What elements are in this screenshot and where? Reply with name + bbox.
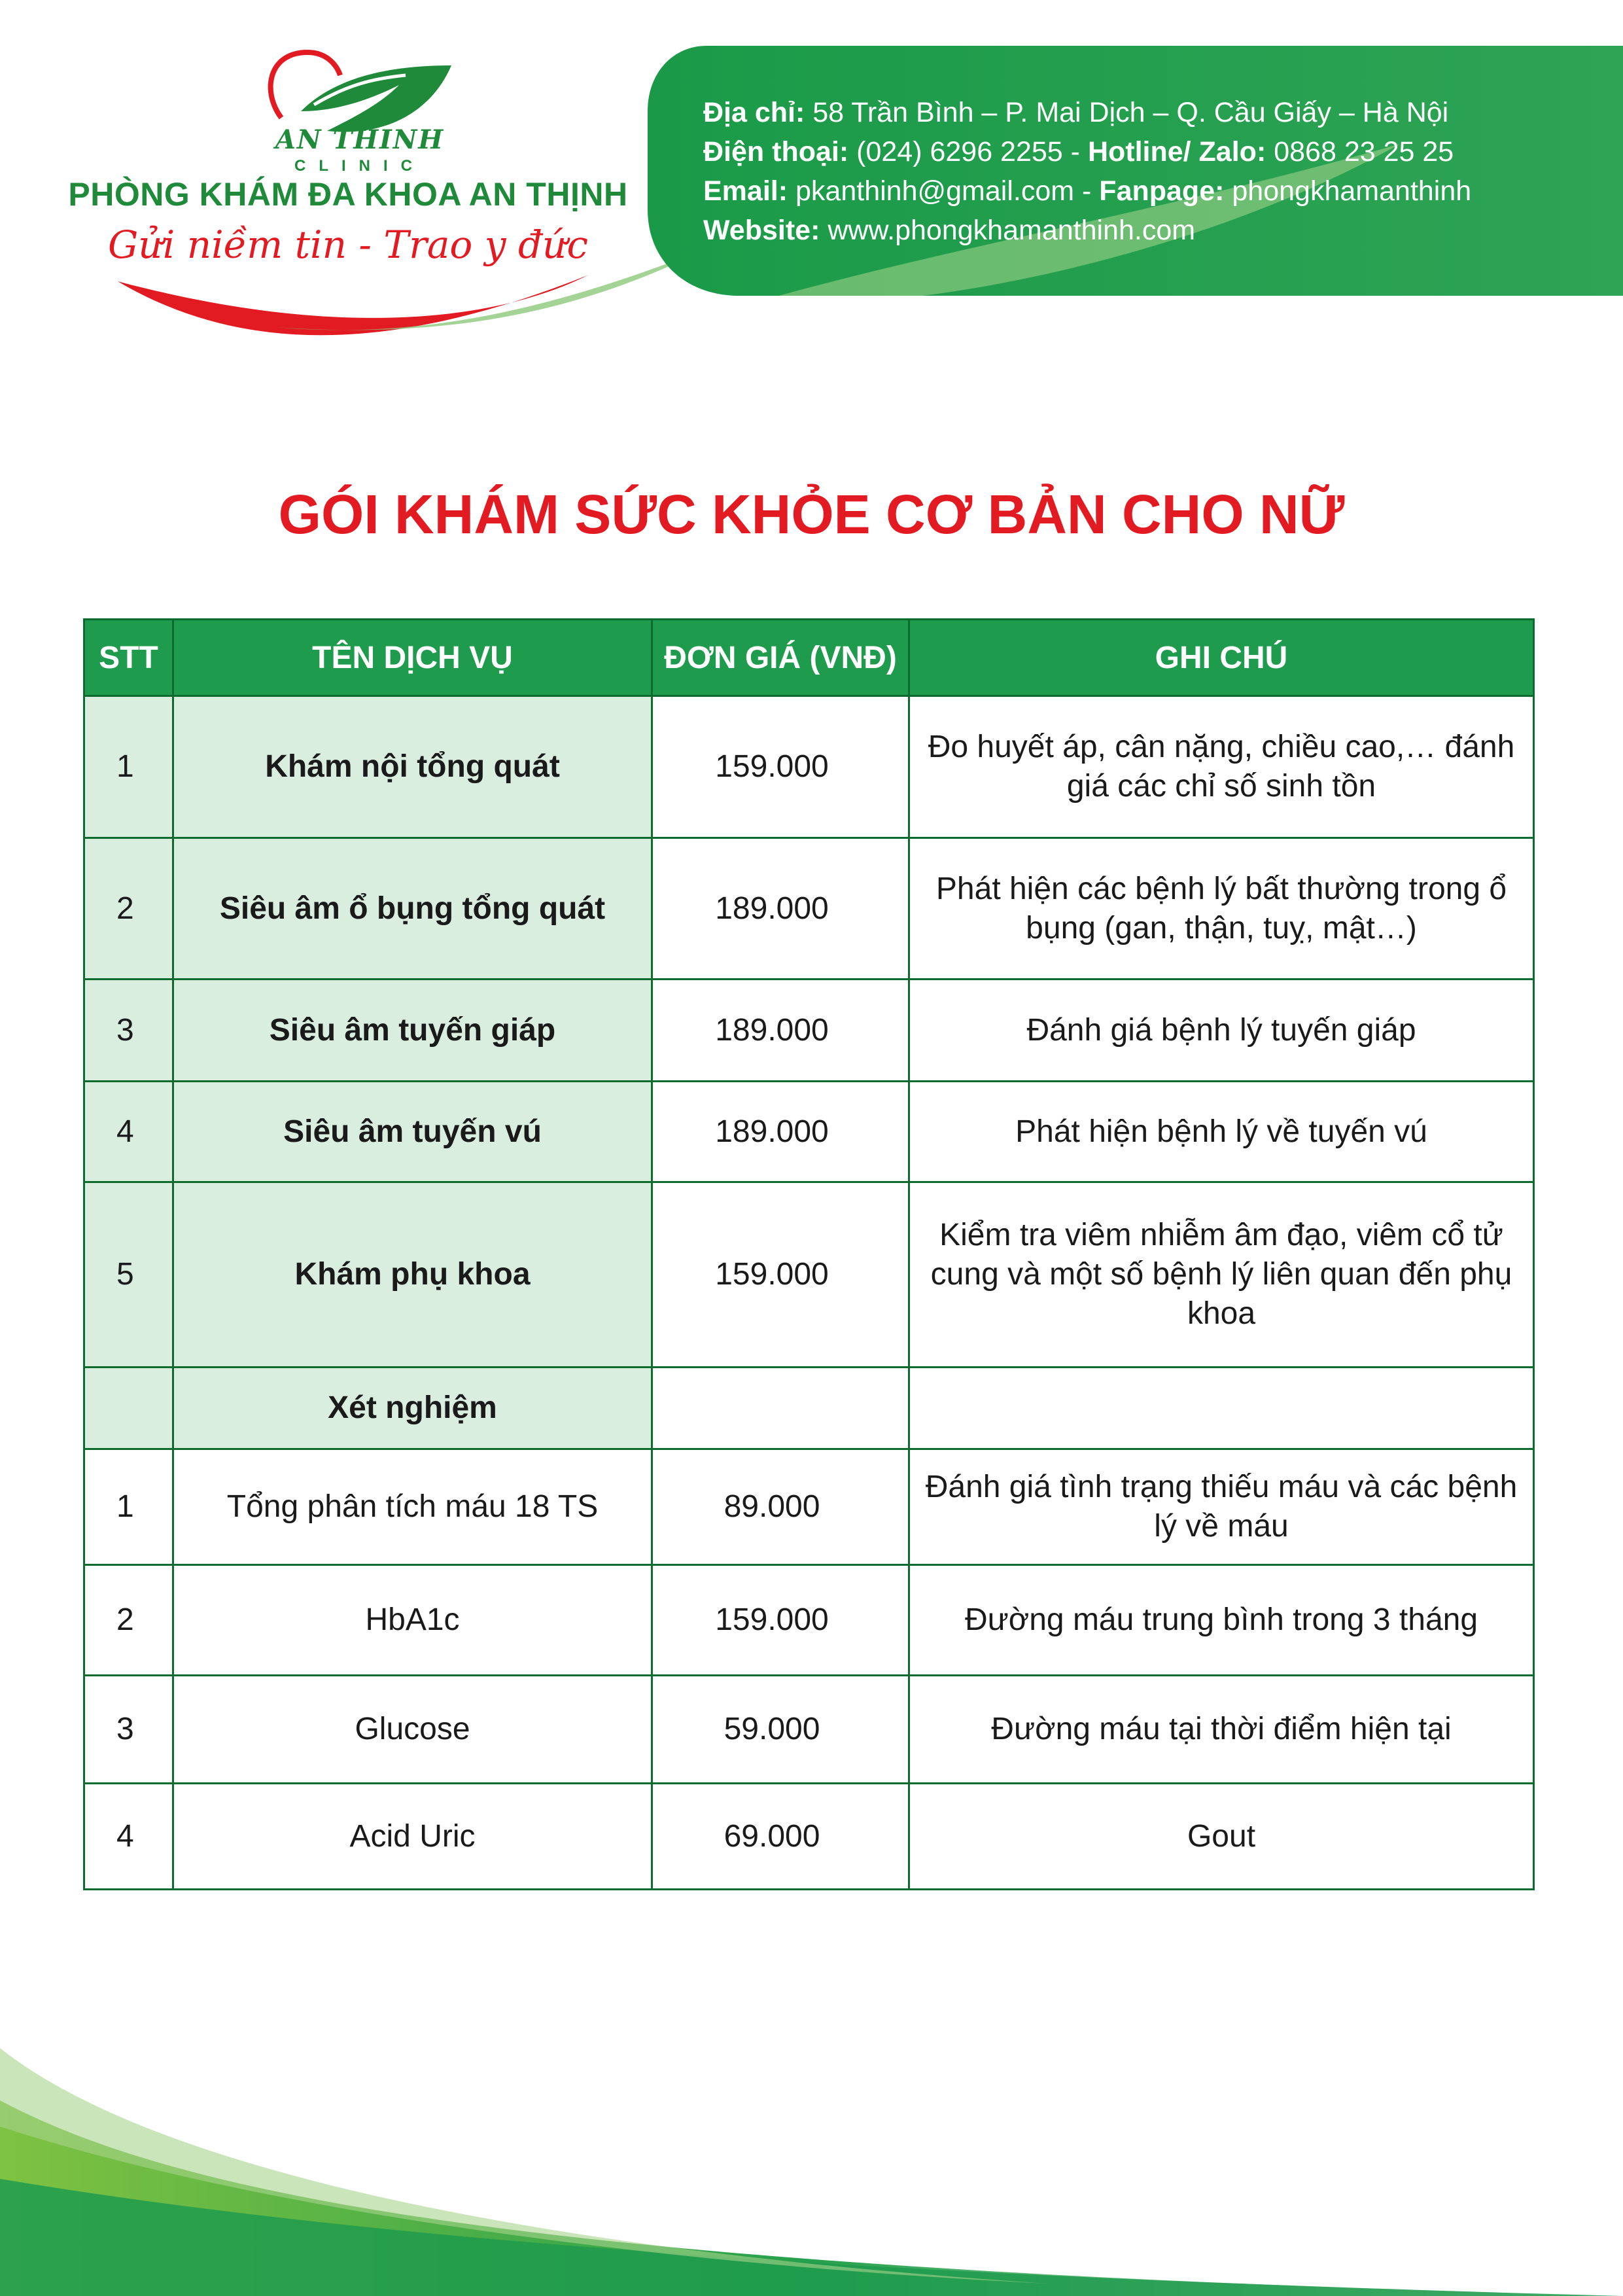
cell-stt: 2 bbox=[84, 838, 173, 980]
address-value: 58 Trần Bình – P. Mai Dịch – Q. Cầu Giấy – Hà Nội bbox=[812, 97, 1449, 128]
cell-note-empty bbox=[909, 1368, 1534, 1449]
logo-brand-text: AN THINH bbox=[275, 124, 445, 155]
cell-service: Siêu âm tuyến giáp bbox=[173, 980, 652, 1082]
decorative-swoosh bbox=[0, 0, 752, 340]
table-row bbox=[84, 1784, 1534, 1890]
cell-price: 69.000 bbox=[652, 1784, 909, 1890]
document-title: GÓI KHÁM SỨC KHỎE CƠ BẢN CHO NỮ bbox=[278, 484, 1345, 545]
email-label: Email: bbox=[703, 175, 788, 207]
cell-stt: 5 bbox=[84, 1182, 173, 1368]
footer-wave-decoration bbox=[0, 2048, 1623, 2296]
cell-stt-empty bbox=[84, 1368, 173, 1449]
cell-note: Phát hiện bệnh lý về tuyến vú bbox=[909, 1082, 1534, 1182]
fanpage-label: Fanpage: bbox=[1099, 175, 1225, 207]
table-row bbox=[84, 1082, 1534, 1182]
email-value: pkanthinh@gmail.com - bbox=[795, 175, 1092, 207]
hotline-value: 0868 23 25 25 bbox=[1274, 136, 1454, 168]
clinic-name: PHÒNG KHÁM ĐA KHOA AN THỊNH bbox=[68, 176, 628, 213]
section-label: Xét nghiệm bbox=[173, 1368, 652, 1449]
cell-service: HbA1c bbox=[173, 1565, 652, 1676]
table-row bbox=[84, 1449, 1534, 1565]
cell-note: Đánh giá tình trạng thiếu máu và các bệnh lý về máu bbox=[909, 1449, 1534, 1565]
service-price-table bbox=[83, 618, 1535, 1890]
website-value: www.phongkhamanthinh.com bbox=[828, 215, 1196, 246]
hotline-label: Hotline/ Zalo: bbox=[1087, 136, 1266, 168]
cell-service: Acid Uric bbox=[173, 1784, 652, 1890]
cell-price: 189.000 bbox=[652, 838, 909, 980]
address-line bbox=[703, 93, 1606, 132]
cell-price: 159.000 bbox=[652, 696, 909, 838]
email-line bbox=[703, 171, 1606, 211]
website-line bbox=[703, 211, 1606, 250]
cell-price-empty bbox=[652, 1368, 909, 1449]
cell-stt: 1 bbox=[84, 696, 173, 838]
cell-stt: 3 bbox=[84, 1676, 173, 1784]
clinic-slogan: Gửi niềm tin - Trao y đức bbox=[108, 222, 588, 267]
cell-price: 89.000 bbox=[652, 1449, 909, 1565]
cell-note: Đường máu tại thời điểm hiện tại bbox=[909, 1676, 1534, 1784]
table-row bbox=[84, 838, 1534, 980]
cell-service: Khám nội tổng quát bbox=[173, 696, 652, 838]
cell-stt: 4 bbox=[84, 1082, 173, 1182]
cell-note: Gout bbox=[909, 1784, 1534, 1890]
table-header-row bbox=[84, 620, 1534, 696]
cell-stt: 2 bbox=[84, 1565, 173, 1676]
cell-service: Khám phụ khoa bbox=[173, 1182, 652, 1368]
cell-price: 59.000 bbox=[652, 1676, 909, 1784]
cell-service: Siêu âm tuyến vú bbox=[173, 1082, 652, 1182]
cell-stt: 4 bbox=[84, 1784, 173, 1890]
address-label: Địa chỉ: bbox=[703, 97, 805, 128]
cell-price: 159.000 bbox=[652, 1182, 909, 1368]
cell-note: Đo huyết áp, cân nặng, chiều cao,… đánh giá các chỉ số sinh tồn bbox=[909, 696, 1534, 838]
cell-stt: 3 bbox=[84, 980, 173, 1082]
phone-value: (024) 6296 2255 - bbox=[856, 136, 1080, 168]
table-row bbox=[84, 1182, 1534, 1368]
phone-label: Điện thoại: bbox=[703, 136, 849, 168]
cell-note: Đánh giá bệnh lý tuyến giáp bbox=[909, 980, 1534, 1082]
phone-line bbox=[703, 132, 1606, 171]
header-note: GHI CHÚ bbox=[909, 620, 1534, 696]
cell-note: Phát hiện các bệnh lý bất thường trong ổ bụng (gan, thận, tuỵ, mật…) bbox=[909, 838, 1534, 980]
section-row bbox=[84, 1368, 1534, 1449]
cell-price: 159.000 bbox=[652, 1565, 909, 1676]
cell-service: Tổng phân tích máu 18 TS bbox=[173, 1449, 652, 1565]
cell-stt: 1 bbox=[84, 1449, 173, 1565]
table-row bbox=[84, 1676, 1534, 1784]
header-stt: STT bbox=[84, 620, 173, 696]
table-row bbox=[84, 696, 1534, 838]
contact-info bbox=[703, 93, 1606, 250]
table-row bbox=[84, 980, 1534, 1082]
cell-service: Glucose bbox=[173, 1676, 652, 1784]
table-row bbox=[84, 1565, 1534, 1676]
website-label: Website: bbox=[703, 215, 820, 246]
cell-price: 189.000 bbox=[652, 1082, 909, 1182]
logo-sub-text: CLINIC bbox=[294, 157, 425, 175]
cell-note: Kiểm tra viêm nhiễm âm đạo, viêm cổ tử cung và một số bệnh lý liên quan đến phụ khoa bbox=[909, 1182, 1534, 1368]
cell-note: Đường máu trung bình trong 3 tháng bbox=[909, 1565, 1534, 1676]
header-service: TÊN DỊCH VỤ bbox=[173, 620, 652, 696]
header-price: ĐƠN GIÁ (VNĐ) bbox=[652, 620, 909, 696]
cell-price: 189.000 bbox=[652, 980, 909, 1082]
fanpage-value: phongkhamanthinh bbox=[1232, 175, 1472, 207]
cell-service: Siêu âm ổ bụng tổng quát bbox=[173, 838, 652, 980]
